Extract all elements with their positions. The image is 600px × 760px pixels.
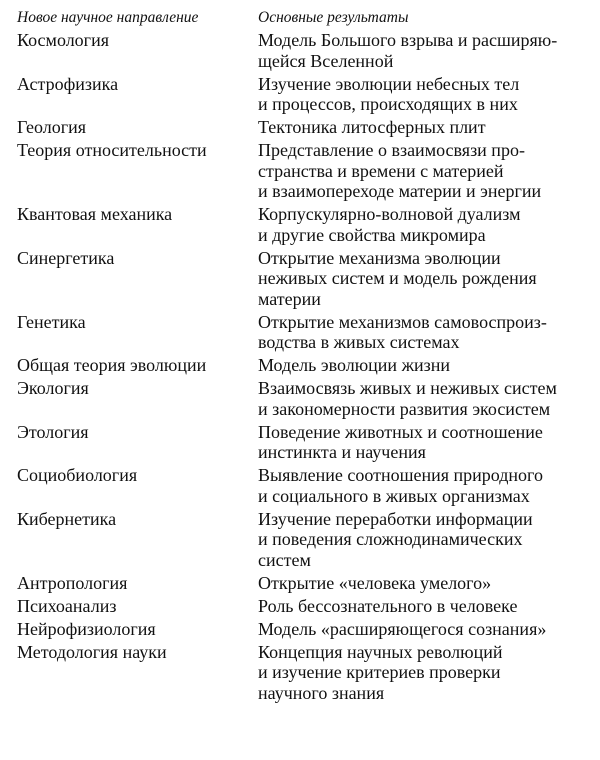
results-line: Тектоника литосферных плит bbox=[258, 117, 486, 137]
results-cell bbox=[258, 117, 586, 138]
results-cell bbox=[258, 509, 586, 571]
table-row bbox=[14, 140, 586, 202]
results-cell bbox=[258, 619, 586, 640]
results-line: Корпускулярно-волновой дуализм bbox=[258, 204, 521, 224]
direction-cell: Психоанализ bbox=[17, 595, 117, 616]
results-line: инстинкта и научения bbox=[258, 442, 426, 462]
results-line: и закономерности развития экосистем bbox=[258, 398, 551, 419]
results-cell bbox=[258, 312, 586, 353]
direction-cell: Космология bbox=[17, 30, 109, 50]
results-line: Модель «расширяющегося сознания» bbox=[258, 618, 547, 639]
direction-cell: Социобиология bbox=[17, 465, 138, 485]
results-line: водства в живых системах bbox=[258, 332, 460, 352]
results-cell bbox=[258, 355, 586, 376]
table-row bbox=[14, 465, 586, 506]
direction-cell: Общая теория эволюции bbox=[17, 355, 207, 375]
results-cell bbox=[258, 573, 586, 594]
results-line: Открытие «человека умелого» bbox=[258, 572, 492, 593]
results-cell bbox=[258, 422, 586, 463]
results-cell bbox=[258, 465, 586, 506]
table-row bbox=[14, 117, 586, 138]
direction-cell: Синергетика bbox=[17, 247, 115, 268]
results-line: Выявление соотношения природного bbox=[258, 465, 543, 485]
direction-cell: Квантовая механика bbox=[17, 204, 173, 224]
results-line: и социального в живых организмах bbox=[258, 485, 530, 506]
table-row bbox=[14, 573, 586, 594]
direction-cell: Методология науки bbox=[17, 641, 167, 662]
table-row bbox=[14, 248, 586, 310]
results-cell bbox=[258, 248, 586, 310]
results-line: Концепция научных революций bbox=[258, 641, 503, 662]
direction-cell: Кибернетика bbox=[17, 508, 117, 529]
results-cell bbox=[258, 642, 586, 704]
results-line: и изучение критериев проверки bbox=[258, 662, 501, 682]
results-line: щейся Вселенной bbox=[258, 50, 394, 71]
table-row bbox=[14, 74, 586, 115]
direction-cell: Антропология bbox=[17, 572, 128, 593]
direction-cell: Экология bbox=[17, 378, 89, 398]
direction-cell: Генетика bbox=[17, 311, 86, 332]
results-line: Открытие механизма эволюции bbox=[258, 247, 501, 268]
results-line: и другие свойства микромира bbox=[258, 224, 486, 245]
results-line: Открытие механизмов самовоспроиз- bbox=[258, 311, 547, 332]
results-line: материи bbox=[258, 288, 321, 309]
results-line: Роль бессознательного в человеке bbox=[258, 595, 518, 616]
results-line: систем bbox=[258, 549, 311, 570]
results-line: странства и времени с материей bbox=[258, 160, 504, 181]
results-line: Поведение животных и соотношение bbox=[258, 421, 543, 442]
results-line: Модель эволюции жизни bbox=[258, 355, 451, 375]
results-cell bbox=[258, 378, 586, 419]
table-row bbox=[14, 355, 586, 376]
results-line: Изучение переработки информации bbox=[258, 508, 533, 529]
header-direction: Новое научное направление bbox=[17, 9, 199, 26]
results-line: научного знания bbox=[258, 682, 385, 703]
results-line: Изучение эволюции небесных тел bbox=[258, 73, 520, 94]
table-row bbox=[14, 312, 586, 353]
results-line: Представление о взаимосвязи про- bbox=[258, 140, 525, 160]
direction-cell: Этология bbox=[17, 421, 89, 442]
table-row bbox=[14, 642, 586, 704]
table-row bbox=[14, 378, 586, 419]
table-row bbox=[14, 204, 586, 245]
table-row bbox=[14, 30, 586, 71]
table-row bbox=[14, 509, 586, 571]
table-row bbox=[14, 596, 586, 617]
header-results: Основные результаты bbox=[258, 9, 409, 26]
direction-cell: Нейрофизиология bbox=[17, 618, 156, 639]
results-cell bbox=[258, 140, 586, 202]
results-cell bbox=[258, 30, 586, 71]
direction-cell: Теория относительности bbox=[17, 140, 207, 160]
table-row bbox=[14, 619, 586, 640]
table-header bbox=[14, 8, 586, 28]
results-cell bbox=[258, 204, 586, 245]
results-line: и процессов, происходящих в них bbox=[258, 94, 518, 114]
table-row bbox=[14, 422, 586, 463]
results-cell bbox=[258, 74, 586, 115]
direction-cell: Астрофизика bbox=[17, 73, 119, 94]
results-line: и взаимопереходе материи и энергии bbox=[258, 181, 542, 201]
results-line: Взаимосвязь живых и неживых систем bbox=[258, 378, 557, 398]
direction-cell: Геология bbox=[17, 117, 87, 137]
results-line: Модель Большого взрыва и расширяю- bbox=[258, 30, 558, 50]
results-line: неживых систем и модель рождения bbox=[258, 268, 537, 288]
table-body bbox=[14, 30, 586, 703]
results-cell bbox=[258, 596, 586, 617]
results-line: и поведения сложнодинамических bbox=[258, 529, 523, 549]
